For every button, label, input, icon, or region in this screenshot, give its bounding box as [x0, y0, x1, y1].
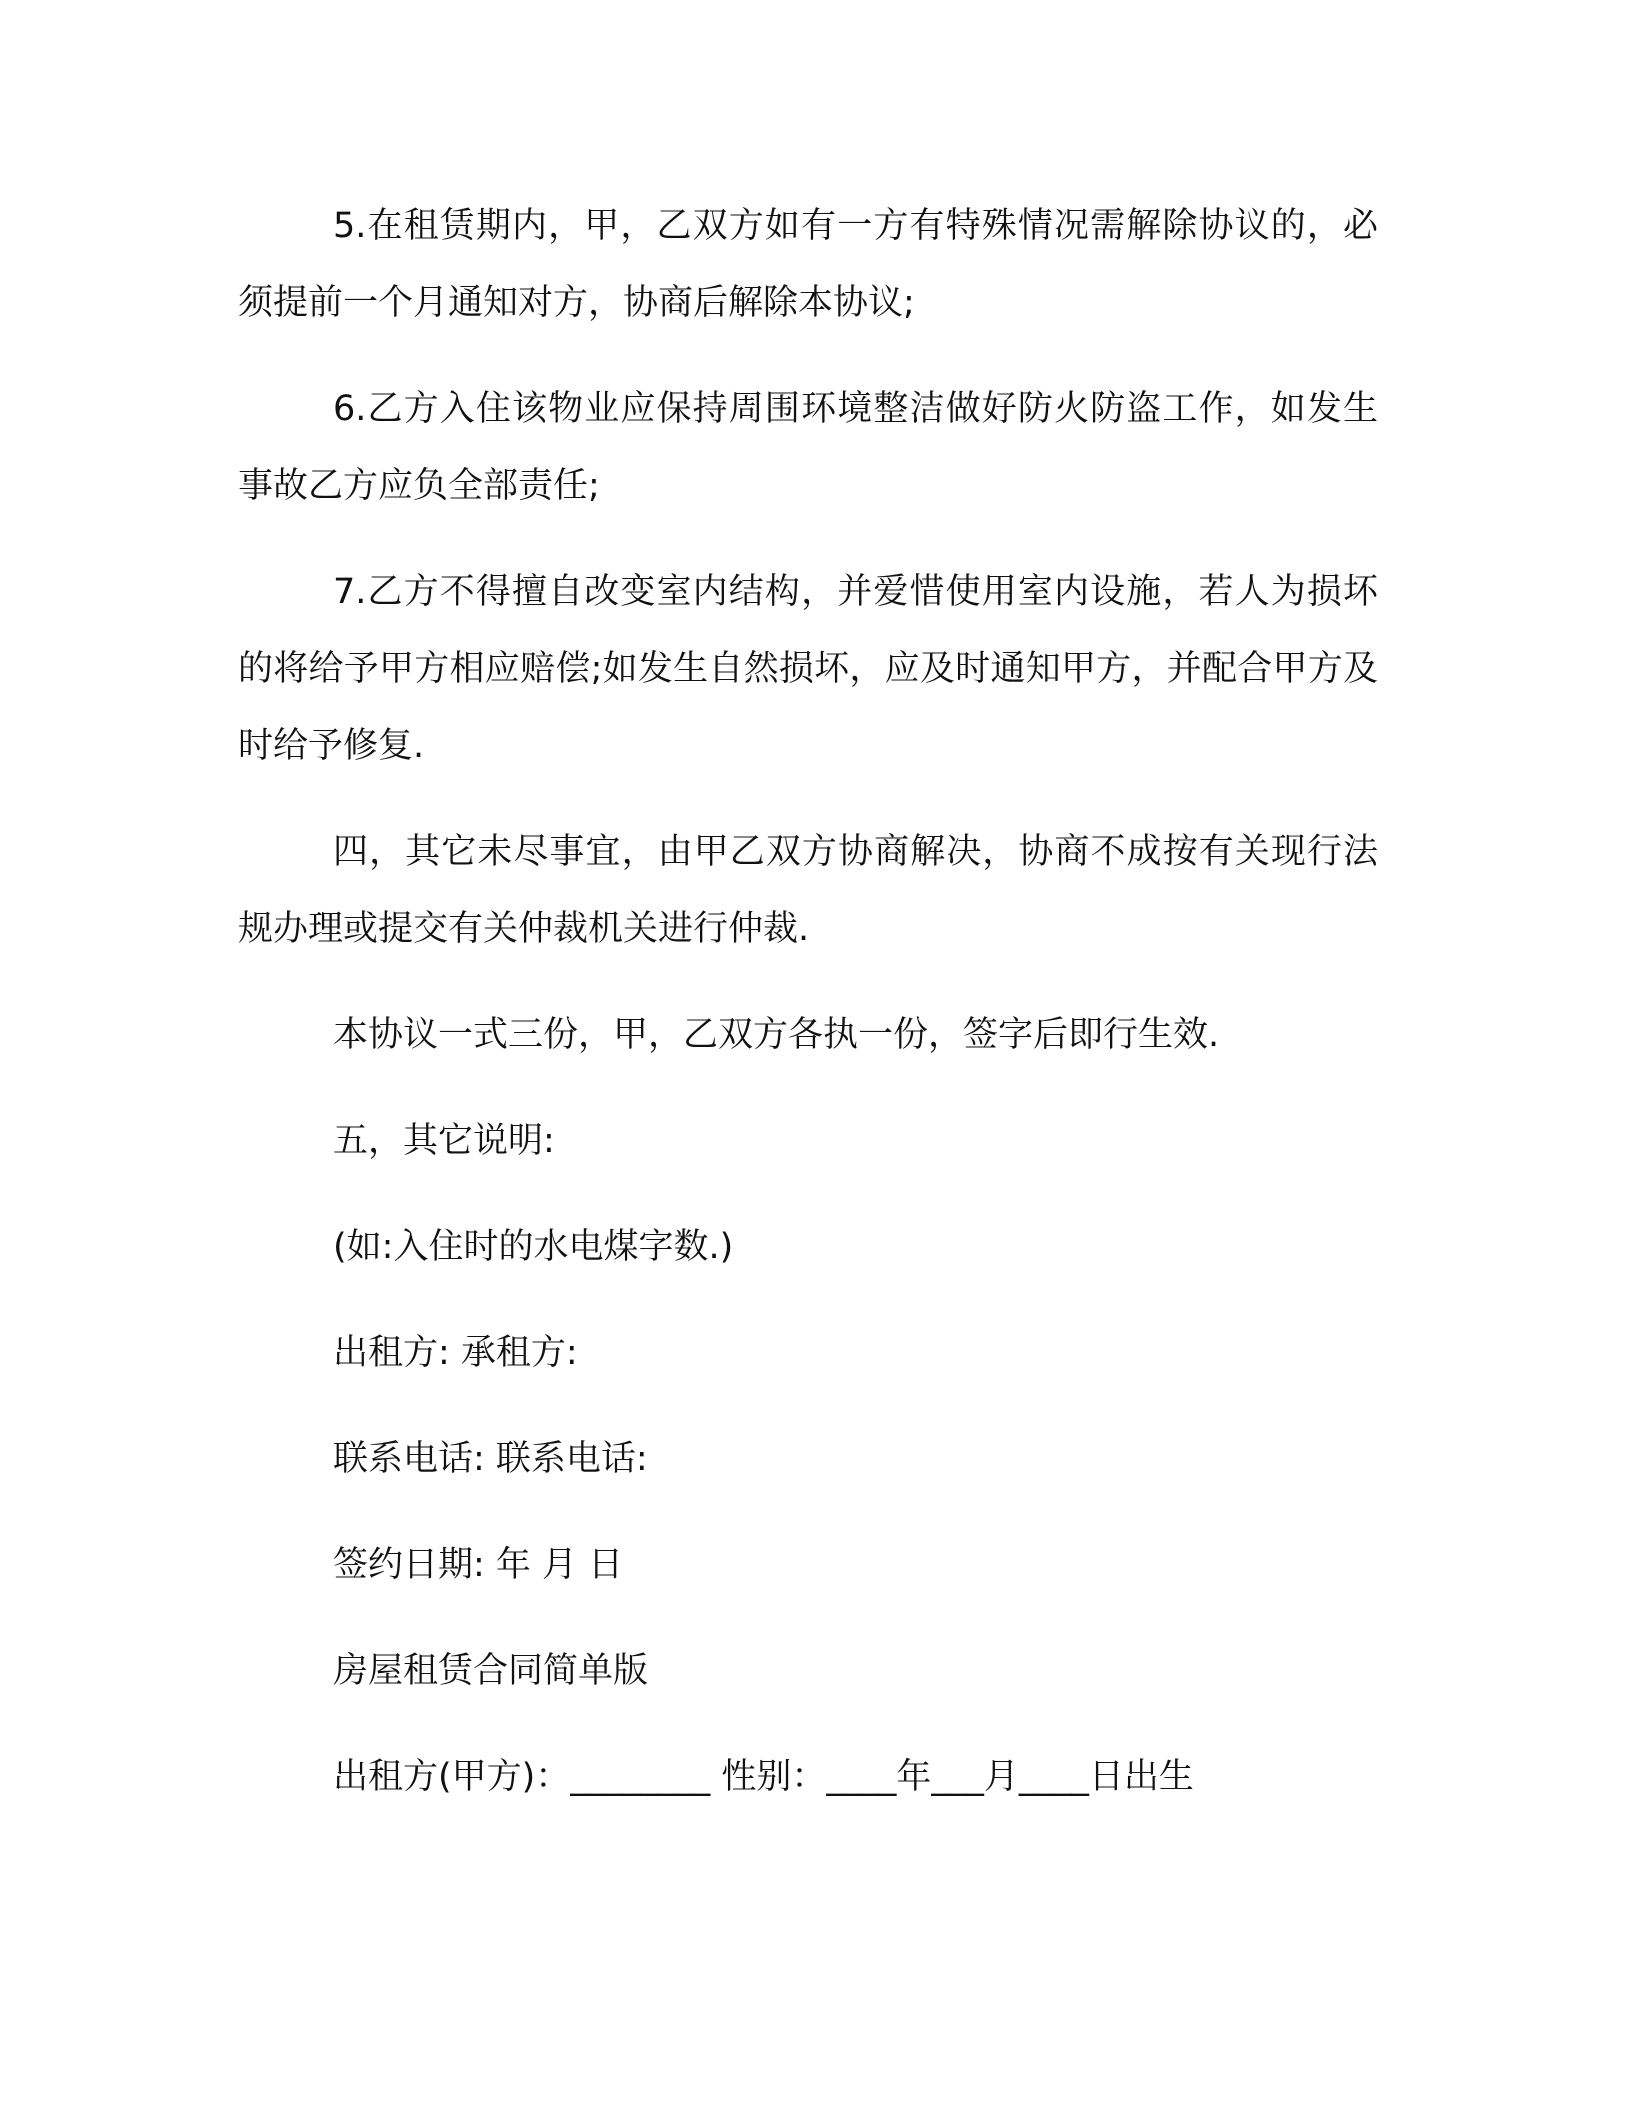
signing-date-line: 签约日期: 年 月 日 — [333, 1545, 624, 1585]
parties-signature-line: 出租方: 承租方: — [333, 1333, 578, 1373]
document-body — [238, 188, 1378, 1845]
section-4-other-matters: 四，其它未尽事宜，由甲乙双方协商解决，协商不成按有关现行法规办理或提交有关仲裁机关进行仲裁. — [238, 832, 1378, 949]
lessor-info-line: 出租方(甲方)：________ 性别：____年___月____日出生 — [333, 1757, 1194, 1797]
section-5-heading: 五，其它说明: — [333, 1121, 555, 1161]
clause-6: 6.乙方入住该物业应保持周围环境整洁做好防火防盗工作，如发生事故乙方应负全部责任; — [238, 389, 1378, 506]
contract-title: 房屋租赁合同简单版 — [333, 1651, 649, 1691]
contact-phone-line: 联系电话: 联系电话: — [333, 1439, 648, 1479]
clause-5: 5.在租赁期内，甲，乙双方如有一方有特殊情况需解除协议的，必须提前一个月通知对方，协商后解除本协议; — [238, 206, 1378, 323]
clause-7: 7.乙方不得擅自改变室内结构，并爱惜使用室内设施，若人为损坏的将给予甲方相应赔偿;如发生自然损坏，应及时通知甲方，并配合甲方及时给予修复. — [238, 572, 1378, 766]
other-notes-example: (如:入住时的水电煤字数.) — [333, 1227, 734, 1267]
copies-statement: 本协议一式三份，甲，乙双方各执一份，签字后即行生效. — [333, 1015, 1220, 1055]
